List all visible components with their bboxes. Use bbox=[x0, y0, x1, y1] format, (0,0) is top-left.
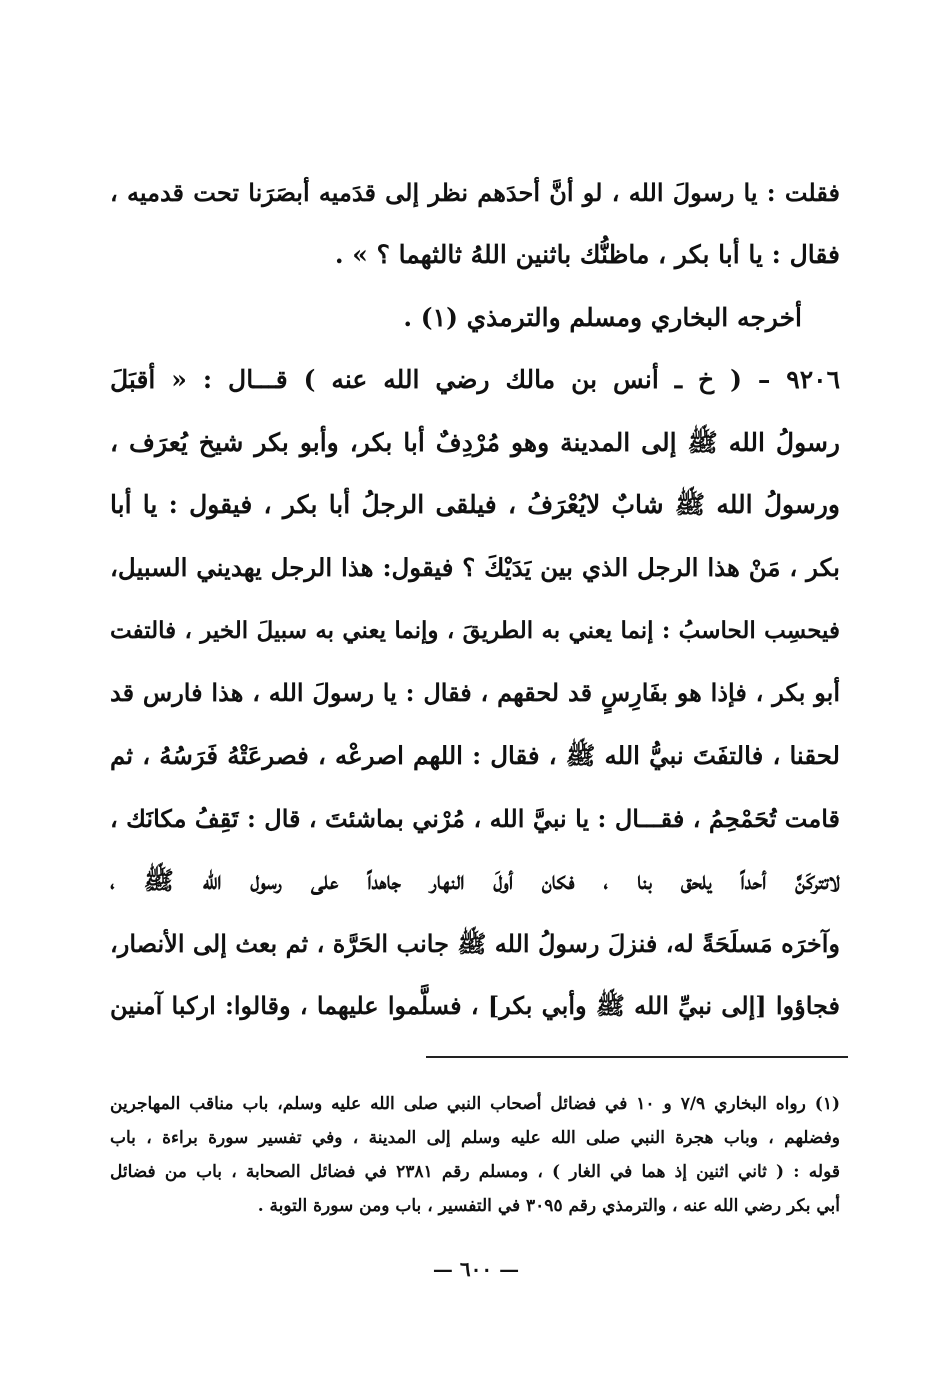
body-line-12: لاتتركَنَّ أحداً يلحق بنا ، فكان أولَ النهار جاهداً على رسول الله ﷺ ، bbox=[110, 866, 840, 895]
body-line-2: فقال : يا أبا بكر ، ماظنُّك باثنين اللهُ ثالثهما ؟ » . bbox=[334, 240, 840, 269]
body-line-13: وآخرَه مَسلَحَةً له، فنزلَ رسولُ الله ﷺ جانب الحَرَّة ، ثم بعث إلى الأنصار، bbox=[110, 929, 840, 958]
footnote-divider bbox=[426, 1056, 848, 1058]
footnote-line-1: (١) رواه البخاري ٧/٩ و ١٠ في فضائل أصحاب النبي صلى الله عليه وسلم، باب مناقب المهاجرين bbox=[110, 1094, 841, 1114]
footnote-line-2: وفضلهم ، وباب هجرة النبي صلى الله عليه وسلم إلى المدينة ، وفي تفسير سورة براءة ، باب bbox=[110, 1128, 840, 1148]
body-line-9: أبو بكر ، فإذا هو بفَارِسٍ قد لحقهم ، فقال : يا رسولَ الله ، هذا فارس قد bbox=[110, 678, 840, 707]
body-line-1: فقلت : يا رسولَ الله ، لو أنَّ أحدَهم نظر إلى قدَميه أبصَرَنا تحت قدميه ، bbox=[110, 178, 840, 207]
page-number: — ٦٠٠ — bbox=[432, 1257, 520, 1281]
footnote-line-4: أبي بكر رضي الله عنه ، والترمذي رقم ٣٠٩٥ في التفسير ، باب ومن سورة التوبة . bbox=[257, 1196, 840, 1216]
footnote-line-3: قوله : ( ثاني اثنين إذ هما في الغار ) ، ومسلم رقم ٢٣٨١ في فضائل الصحابة ، باب من فضائل bbox=[110, 1162, 840, 1182]
body-line-7: بكر ، مَنْ هذا الرجل الذي بين يَدَيْكَ ؟ فيقول: هذا الرجل يهديني السبيل، bbox=[110, 553, 840, 582]
body-line-6: ورسولُ الله ﷺ شابٌ لايُعْرَفُ ، فيلقى الرجلُ أبا بكر ، فيقول : يا أبا bbox=[110, 490, 840, 519]
hadith-heading: ٩٢٠٦ – ( خ ـ أنس بن مالك رضي الله عنه ) قـــال : « أقبَلَ bbox=[110, 365, 840, 394]
body-line-14: فجاؤوا [إلى نبيِّ الله ﷺ وأبي بكر] ، فسلَّموا عليهما ، وقالوا: اركبا آمنين bbox=[110, 991, 840, 1020]
body-line-10: لحقنا ، فالتفَتَ نبيُّ الله ﷺ ، فقال : اللهم اصرعْه ، فصرعَتْهُ فَرَسُهُ ، ثم bbox=[110, 741, 840, 770]
body-line-3: أخرجه البخاري ومسلم والترمذي (١) . bbox=[403, 303, 802, 332]
body-line-5: رسولُ الله ﷺ إلى المدينة وهو مُرْدِفٌ أبا بكر، وأبو بكر شيخ يُعرَف ، bbox=[110, 428, 840, 457]
body-line-8: فيحسِب الحاسبُ : إنما يعني به الطريقَ ، وإنما يعني به سبيلَ الخير ، فالتفت bbox=[110, 617, 840, 644]
body-line-11: قامت تُحَمْحِمُ ، فقـــال : يا نبيَّ الله ، مُرْني بماشئتَ ، قال : تَقِفُ مكانَك ، bbox=[110, 804, 840, 833]
